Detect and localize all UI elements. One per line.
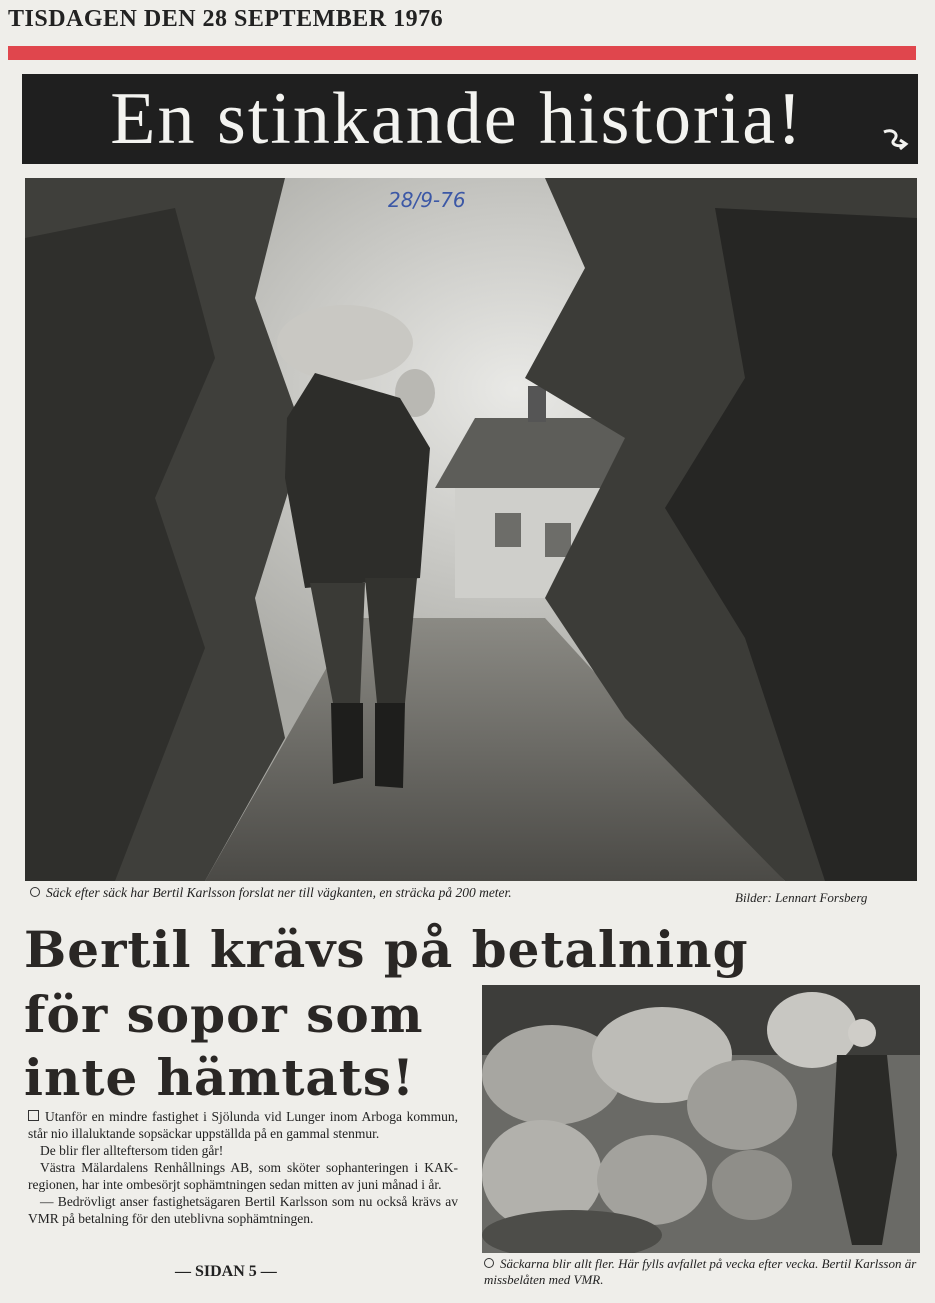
bullet-circle-icon — [30, 887, 40, 897]
photo-credit: Bilder: Lennart Forsberg — [735, 890, 868, 905]
article-paragraph — [28, 1108, 458, 1142]
article-paragraph-text: Utanför en mindre fastighet i Sjölunda vid Lunger inom Arboga kommun, står nio illaluktande sopsäckar uppställda på en gammal stenmur. — [28, 1109, 458, 1141]
subheadline-line-2: för sopor som — [24, 985, 424, 1044]
continuation-line: — SIDAN 5 — — [175, 1263, 277, 1280]
main-photo — [25, 178, 917, 881]
bullet-circle-icon — [484, 1258, 494, 1268]
secondary-photo — [482, 985, 920, 1253]
red-rule — [8, 46, 916, 60]
article-paragraph: De blir fler allteftersom tiden går! — [40, 1143, 224, 1158]
subheadline-line-3: inte hämtats! — [24, 1048, 416, 1107]
dateline: TISDAGEN DEN 28 SEPTEMBER 1976 — [8, 6, 444, 32]
bullet-square-icon — [28, 1110, 39, 1121]
article-body — [28, 1108, 458, 1227]
handwritten-date: 28/9-76 — [388, 188, 466, 212]
article-paragraph: — Bedrövligt anser fastighetsägaren Bertil Karlsson som nu också krävs av VMR på betalning för den uteblivna sophämtningen. — [28, 1194, 458, 1226]
photo-caption — [30, 884, 550, 901]
headline: En stinkande historia! — [110, 78, 804, 160]
arrow-icon — [880, 126, 910, 154]
photo-caption-text: Säck efter säck har Bertil Karlsson forslat ner till vägkanten, en sträcka på 200 meter. — [46, 885, 512, 900]
secondary-photo-caption-text: Säckarna blir allt fler. Här fylls avfallet på vecka efter vecka. Bertil Karlsson är missbelåten med VMR. — [484, 1256, 917, 1287]
article-paragraph: Västra Mälardalens Renhållnings AB, som sköter sophanteringen i KAK-regionen, har inte ombesörjt sophämtningen sedan mitten av juni månad i år. — [28, 1160, 458, 1192]
secondary-photo-caption — [484, 1256, 924, 1288]
subheadline-line-1: Bertil krävs på betalning — [24, 920, 749, 979]
headline-banner — [22, 74, 918, 164]
